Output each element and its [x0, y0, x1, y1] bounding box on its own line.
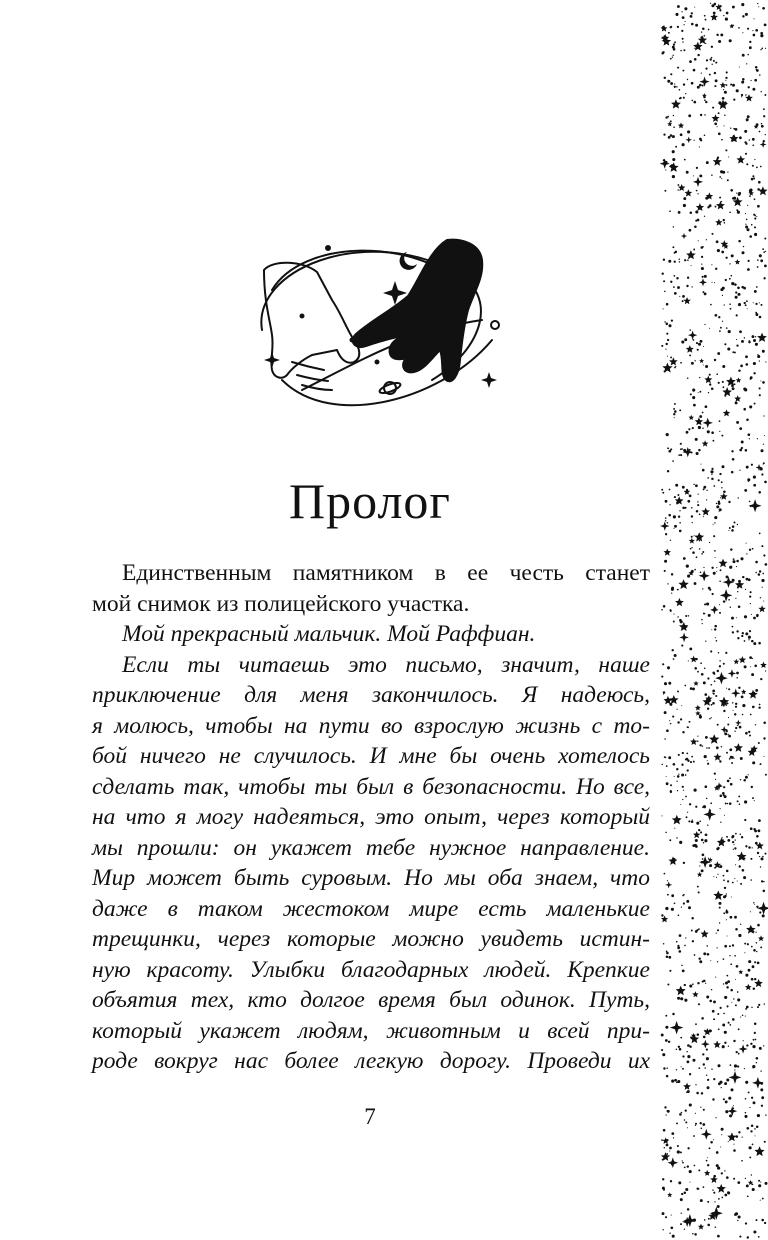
- text-line: Если ты читаешь это письмо, значит, наше: [122, 651, 650, 678]
- text-line: ную красоту. Улыбки благодарных людей. Крепкие: [92, 956, 650, 983]
- text-line: мой снимок из полицейского участка.: [92, 590, 470, 617]
- chapter-title: Пролог: [289, 473, 451, 529]
- text-line: я молюсь, чтобы на пути во взрослую жизнь с то-: [92, 712, 650, 739]
- text-line: бой ничего не случилось. И мне бы очень хотелось: [92, 743, 650, 769]
- text-line: приключение для меня закончилось. Я надеюсь,: [92, 682, 650, 708]
- body-text: [92, 558, 650, 1077]
- text-line: трещинки, через которые можно увидеть истин-: [92, 926, 650, 952]
- text-line: на что я могу надеяться, это опыт, через который: [92, 804, 650, 830]
- hands-constellation-icon: [242, 230, 504, 410]
- stars-pattern-icon: [660, 0, 768, 1240]
- text-line: роде вокруг нас более легкую дорогу. Проведи их: [92, 1048, 650, 1074]
- text-line: мы прошли: он укажет тебе нужное направление.: [92, 834, 650, 861]
- text-line: Мир может быть суровым. Но мы оба знаем, что: [92, 865, 650, 891]
- text-line: Мой прекрасный мальчик. Мой Раффиан.: [122, 621, 536, 647]
- text-line: объятия тех, кто долгое время был одинок. Путь,: [92, 987, 650, 1013]
- page-number: 7: [364, 1104, 376, 1129]
- text-line: сделать так, чтобы ты был в безопасности. Но все,: [92, 773, 650, 800]
- star-field-margin: [660, 0, 768, 1240]
- text-line: который укажет людям, животным и всей при-: [92, 1017, 650, 1044]
- text-line: даже в таком жестоком мире есть маленькие: [92, 895, 650, 922]
- text-line: Единственным памятником в ее честь станет: [122, 560, 650, 586]
